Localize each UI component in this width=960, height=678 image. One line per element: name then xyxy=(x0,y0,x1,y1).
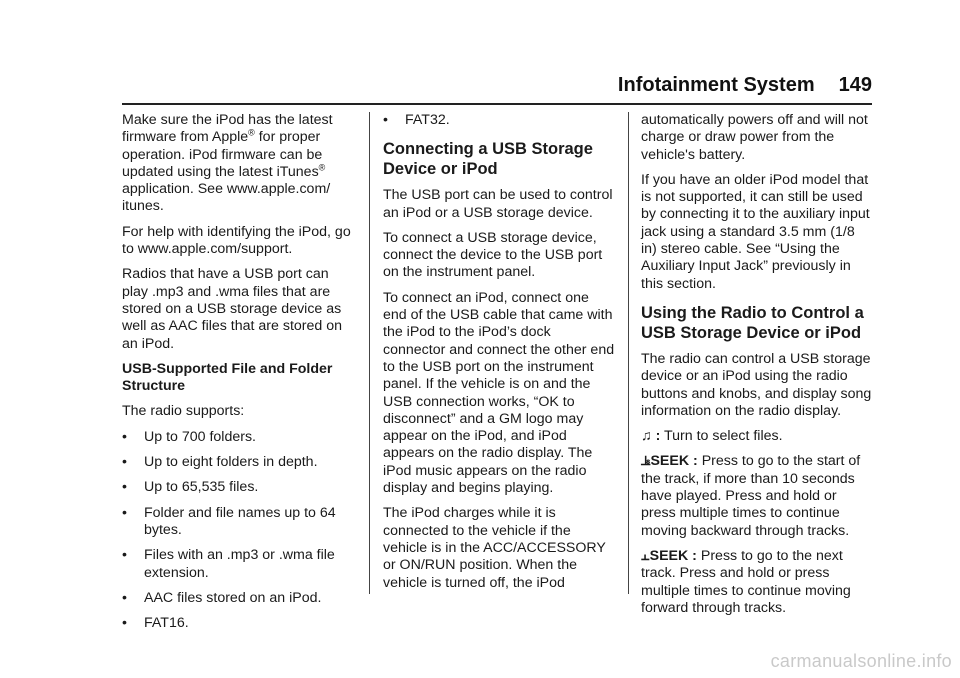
paragraph: The radio supports: xyxy=(122,403,245,420)
paragraph: To connect an iPod, connect one end of the USB cable that came with the iPod to the iPod’s dock connector and connect the other end to the USB port on the instrument panel. If the vehicle is on and the USB connection works, “OK to disconnect” and a GM logo may appear on the iPod, and iPod appears on the radio display. The iPod music appears on the radio display and begins playing. xyxy=(383,289,615,497)
column-divider xyxy=(369,112,370,594)
list-item: • Up to 700 folders. xyxy=(122,428,256,445)
control-description: ⫠SEEK : Press to go to the next track. Press and hold or press multiple times to continue moving forward through tracks. xyxy=(641,547,851,616)
section-title: Infotainment System xyxy=(617,74,815,96)
subheading: USB-Supported File and Folder Structure xyxy=(122,360,333,395)
control-description: ⫡SEEK : Press to go to the start of the track, if more than 10 seconds have played. Press and hold or press multiple times to continue moving backward through tracks. xyxy=(641,453,861,539)
list-item: • Folder and file names up to 64 bytes. xyxy=(122,504,336,538)
paragraph: The USB port can be used to control an iPod or a USB storage device. xyxy=(383,187,613,221)
music-note-icon: ♫ xyxy=(641,428,652,445)
section-heading: Using the Radio to Control a USB Storage Device or iPod xyxy=(641,303,864,342)
control-description: ♫ : Turn to select files. xyxy=(641,428,783,445)
bullet-icon: • xyxy=(122,428,127,445)
column-2 xyxy=(383,112,615,600)
list-item: • Up to 65,535 files. xyxy=(122,479,259,496)
column-divider xyxy=(628,112,629,594)
paragraph: Radios that have a USB port can play .mp3 and .wma files that are stored on a USB storage device as well as AAC files that are stored on an iPod. xyxy=(122,266,343,352)
list-item: • FAT32. xyxy=(383,112,450,128)
bullet-icon: • xyxy=(122,589,127,606)
column-1 xyxy=(122,112,354,640)
list-item: • AAC files stored on an iPod. xyxy=(122,589,322,606)
bullet-icon: • xyxy=(122,504,127,521)
section-heading: Connecting a USB Storage Device or iPod xyxy=(383,140,593,179)
bullet-icon: • xyxy=(122,454,127,471)
bullet-icon: • xyxy=(122,547,127,564)
paragraph: For help with identifying the iPod, go to www.apple.com/support. xyxy=(122,223,351,258)
seek-back-icon: ⫡ xyxy=(641,453,651,470)
bullet-icon: • xyxy=(122,615,127,632)
seek-forward-icon: ⫠ xyxy=(641,547,650,564)
paragraph: If you have an older iPod model that is not supported, it can still be used by connecting it to the auxiliary input jack using a standard 3.5 mm (1/8 in) stereo cable. See “Using the Auxiliary Input Jack” previously in this section. xyxy=(641,171,870,292)
list-item: • FAT16. xyxy=(122,615,189,632)
column-3 xyxy=(641,112,873,625)
list-item: • Up to eight folders in depth. xyxy=(122,454,318,471)
header-rule xyxy=(122,103,872,105)
bullet-icon: • xyxy=(383,112,388,128)
paragraph: To connect a USB storage device, connect the device to the USB port on the instrument panel. xyxy=(383,229,603,281)
paragraph: The iPod charges while it is connected to the vehicle if the vehicle is in the ACC/ACCESSORY or ON/RUN position. When the vehicle is turned off, the iPod xyxy=(383,505,606,591)
registered-mark: ® xyxy=(318,162,326,173)
paragraph: Make sure the iPod has the latest firmware from Apple® for proper operation. iPod firmware can be updated using the latest iTunes® application. See www.apple.com/ itunes. xyxy=(122,112,333,215)
page-number: 149 xyxy=(838,74,872,96)
page-header xyxy=(618,74,872,97)
registered-mark: ® xyxy=(248,127,255,138)
paragraph: automatically powers off and will not charge or draw power from the vehicle's battery. xyxy=(641,112,868,163)
bullet-icon: • xyxy=(122,479,127,496)
watermark: carmanualsonline.info xyxy=(770,651,952,671)
paragraph: The radio can control a USB storage device or an iPod using the radio buttons and knobs, and display song information on the radio display. xyxy=(641,350,872,419)
list-item: • Files with an .mp3 or .wma file extension. xyxy=(122,547,335,581)
